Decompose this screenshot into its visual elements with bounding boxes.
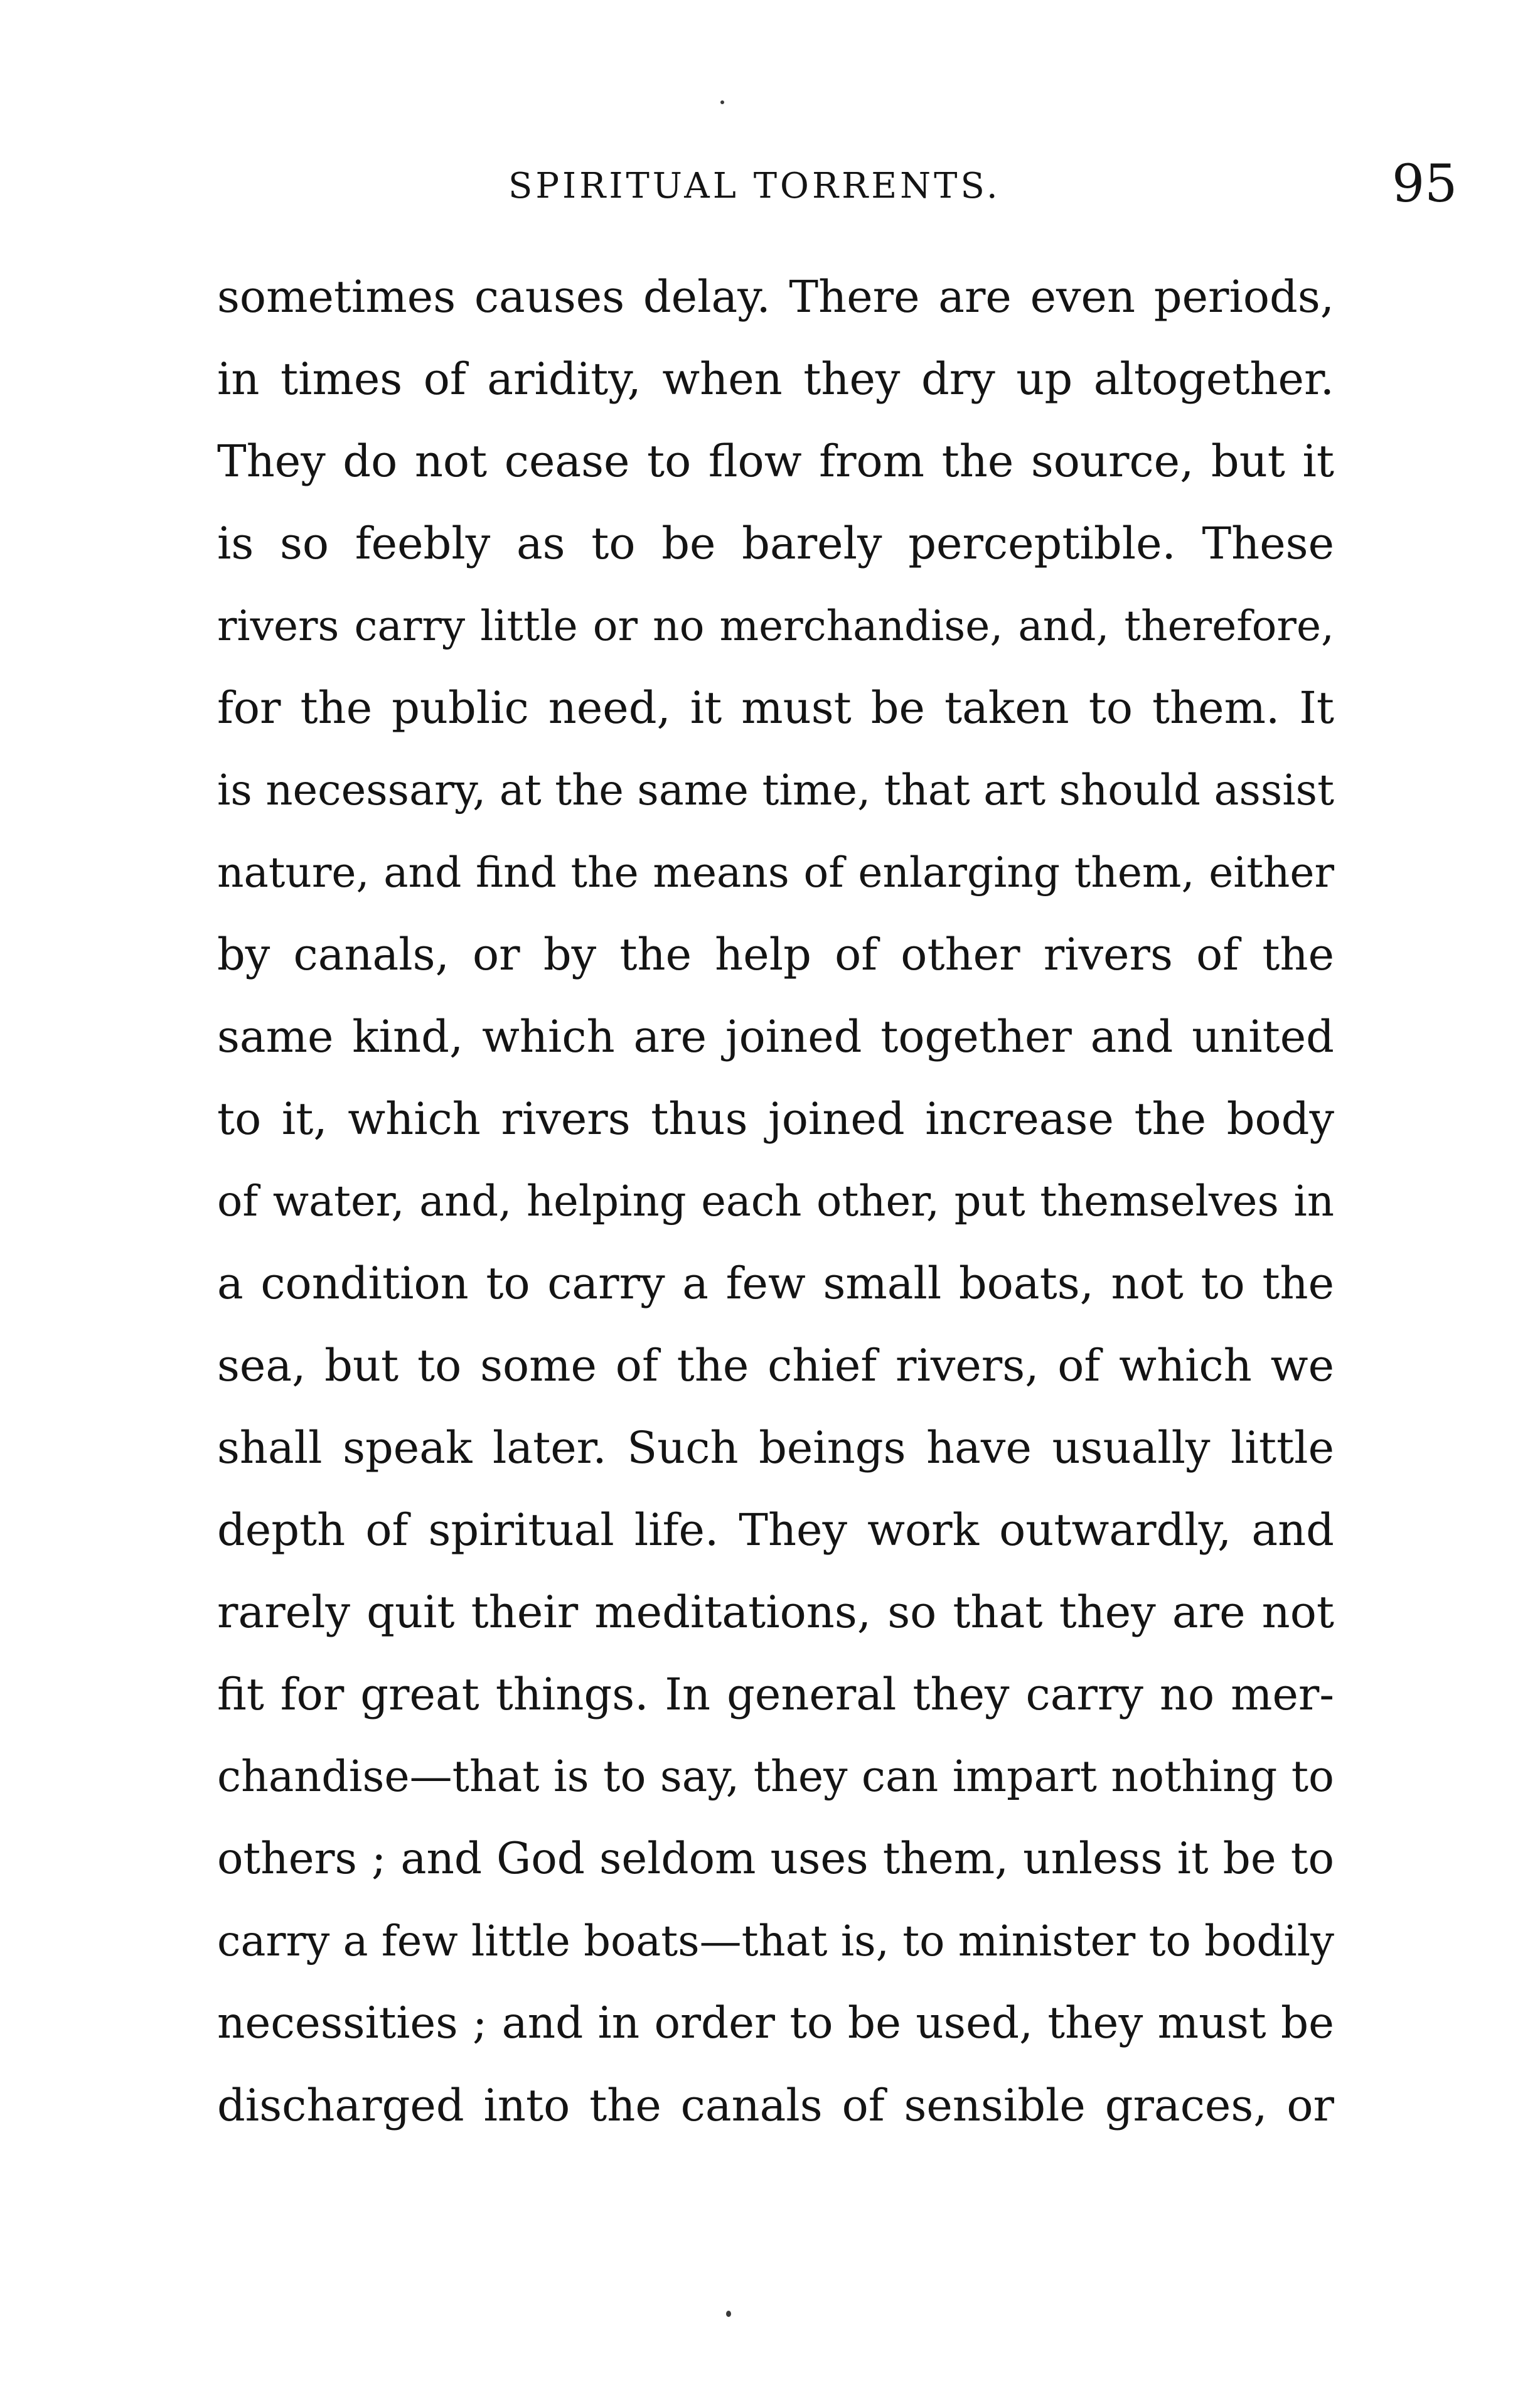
text-line: sometimes causes delay. There are even periods,	[217, 271, 1334, 323]
text-line: others ; and God seldom uses them, unless it be to	[217, 1834, 1334, 1884]
text-line: is necessary, at the same time, that art should assist	[217, 766, 1334, 815]
print-speck	[720, 100, 724, 104]
text-line: shall speak later. Such beings have usually little	[217, 1422, 1334, 1474]
text-line: in times of aridity, when they dry up altogether.	[217, 353, 1334, 405]
print-speck	[726, 2311, 731, 2317]
text-line: depth of spiritual life. They work outwardly, and	[217, 1504, 1334, 1556]
text-line: sea, but to some of the chief rivers, of which we	[217, 1340, 1334, 1391]
running-head: SPIRITUAL TORRENTS.	[508, 166, 1001, 206]
text-line: chandise—that is to say, they can impart nothing to	[217, 1752, 1334, 1802]
text-line: rivers carry little or no merchandise, and, therefore,	[217, 602, 1334, 650]
text-line: necessities ; and in order to be used, they must be	[217, 1998, 1334, 2048]
text-line: of water, and, helping each other, put themselves in	[217, 1177, 1334, 1226]
text-line: carry a few little boats—that is, to minister to bodily	[217, 1917, 1334, 1966]
page-number: 95	[1392, 154, 1458, 214]
text-line: nature, and find the means of enlarging them, either	[217, 848, 1334, 897]
text-line: a condition to carry a few small boats, not to the	[217, 1258, 1334, 1309]
text-line: by canals, or by the help of other rivers of the	[217, 929, 1334, 980]
text-line: same kind, which are joined together and united	[217, 1011, 1334, 1062]
text-line: to it, which rivers thus joined increase the body	[217, 1093, 1334, 1145]
text-line: is so feebly as to be barely perceptible. These	[217, 518, 1334, 569]
text-line: fit for great things. In general they carry no mer-	[217, 1669, 1334, 1720]
text-line: for the public need, it must be taken to them. It	[217, 682, 1334, 734]
text-line: rarely quit their meditations, so that they are not	[217, 1586, 1334, 1638]
body-text	[217, 256, 1334, 2147]
text-line: discharged into the canals of sensible graces, or	[217, 2080, 1334, 2131]
text-line: They do not cease to flow from the source, but it	[217, 436, 1334, 487]
